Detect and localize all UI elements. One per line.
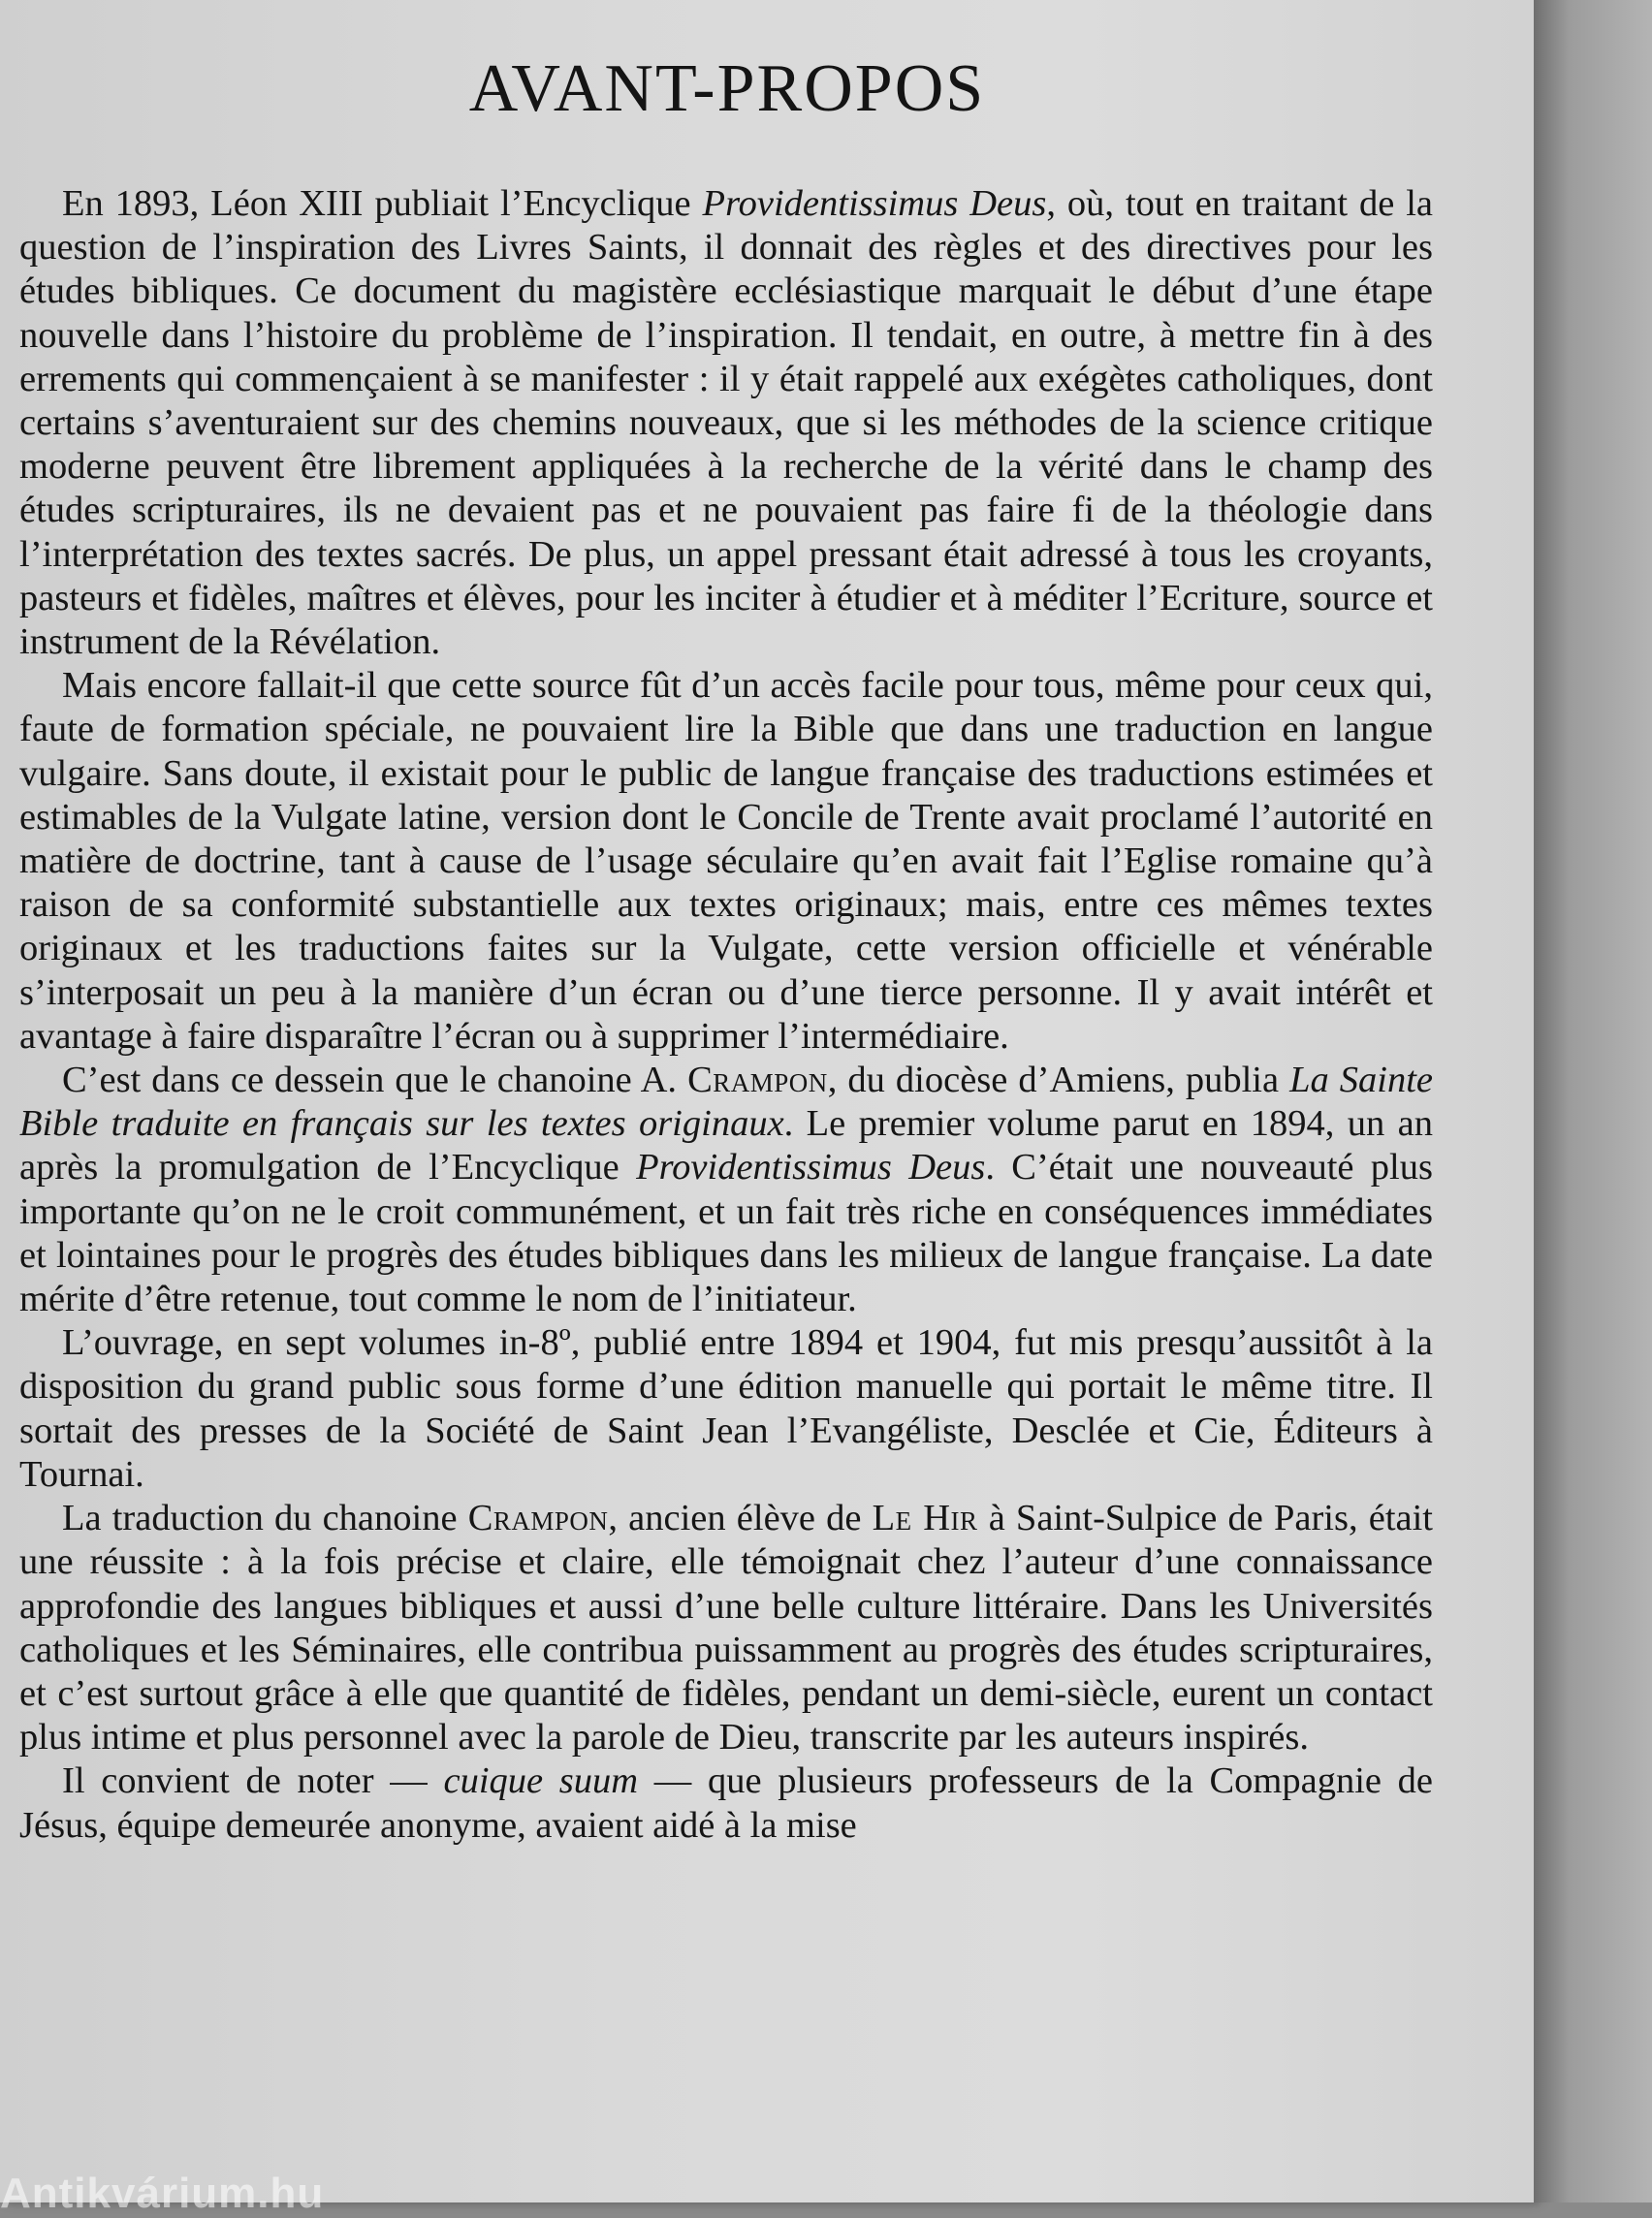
italic-run: Providentissimus Deus xyxy=(702,183,1047,224)
small-caps-name: Le Hir xyxy=(872,1498,978,1539)
paragraph-5 xyxy=(19,1497,1433,1759)
paragraph-4 xyxy=(19,1321,1433,1497)
text-run: . C’était une nouveauté plus importante qu’on ne le croit communément, et un fait très riche en conséquences immédiates et lointaines pour le progrès des études bibliques dans les milieux de langue française. La date mérite d’être retenue, tout comme le nom de l’initiateur. xyxy=(19,1147,1433,1320)
paragraph-2 xyxy=(19,664,1433,1059)
text-run: Mais encore fallait-il que cette source fût d’un accès facile pour tous, même pour ceux qui, faute de formation spéciale, ne pouvaient lire la Bible que dans une traduction en langue vulgaire. Sans doute, il existait pour le public de langue française des traductions estimées et estimables de la Vulgate latine, version dont le Concile de Trente avait proclamé l’autorité en matière de doctrine, tant à cause de l’usage séculaire qu’en avait fait l’Eglise romaine qu’à raison de sa conformité substantielle aux textes originaux; mais, entre ces mêmes textes originaux et les traductions faites sur la Vulgate, cette version officielle et vénérable s’interposait un peu à la manière d’un écran ou d’une tierce personne. Il y avait intérêt et avantage à faire disparaître l’écran ou à supprimer l’intermédiaire. xyxy=(19,665,1433,1057)
text-run: Il convient de noter — xyxy=(62,1760,444,1802)
paragraph-3 xyxy=(19,1059,1433,1321)
text-run: . Le premier volume parut en 1894, un an après la promulgation de l’Encyclique xyxy=(19,1103,1433,1188)
page-title: AVANT-PROPOS xyxy=(468,51,986,126)
text-run: L’ouvrage, en sept volumes in-8º, publié entre 1894 et 1904, fut mis presqu’aussitôt à la disposition du grand public sous forme d’une édition manuelle qui portait le même titre. Il sortait des presses de la Société de Saint Jean l’Evangéliste, Desclée et Cie, Éditeurs à Tournai. xyxy=(19,1322,1433,1495)
paragraph-6 xyxy=(19,1759,1433,1847)
italic-run: La Sainte Bible traduite en français sur les textes originaux xyxy=(19,1060,1433,1145)
text-run: C’est dans ce dessein que le chanoine A. xyxy=(62,1060,688,1101)
page-edge-shadow xyxy=(1534,0,1652,2202)
text-run: , du diocèse d’Amiens, publia xyxy=(827,1060,1290,1101)
watermark-text: Antikvárium.hu xyxy=(0,2170,325,2217)
text-run: à Saint-Sulpice de Paris, était une réussite : à la fois précise et claire, elle témoignait chez l’auteur d’une connaissance approfondie des langues bibliques et aussi d’une belle culture littéraire. Dans les Universités catholiques et les Séminaires, elle contribua puissamment au progrès des études scripturaires, et c’est surtout grâce à elle que quantité de fidèles, pendant un demi-siècle, eurent un contact plus intime et plus personnel avec la parole de Dieu, transcrite par les auteurs inspirés. xyxy=(19,1498,1433,1759)
text-run: En 1893, Léon XIII publiait l’Encyclique xyxy=(62,183,703,224)
text-run: , où, tout en traitant de la question de l’inspiration des Livres Saints, il donnait des règles et des directives pour les études bibliques. Ce document du magistère ecclésiastique marquait le début d’une étape nouvelle dans l’histoire du problème de l’inspiration. Il tendait, en outre, à mettre fin à des errements qui commençaient à se manifester : il y était rappelé aux exégètes catholiques, dont certains s’aventuraient sur des chemins nouveaux, que si les méthodes de la science critique moderne peuvent être librement appliquées à la recherche de la vérité dans le champ des études scripturaires, ils ne devaient pas et ne pouvaient pas faire fi de la théologie dans l’interprétation des textes sacrés. De plus, un appel pressant était adressé à tous les croyants, pasteurs et fidèles, maîtres et élèves, pour les inciter à étudier et à méditer l’Ecriture, source et instrument de la Révélation. xyxy=(19,183,1433,663)
italic-run: cuique suum xyxy=(443,1760,639,1802)
paragraph-1 xyxy=(19,182,1433,664)
text-run: La traduction du chanoine xyxy=(62,1498,468,1539)
small-caps-name: Crampon xyxy=(687,1060,828,1101)
small-caps-name: Crampon xyxy=(467,1498,609,1539)
text-run: , ancien élève de xyxy=(608,1498,873,1539)
text-run: — que plusieurs professeurs de la Compagnie de Jésus, équipe demeurée anonyme, avaient aidé à la mise xyxy=(19,1760,1434,1846)
italic-run: Providentissimus Deus xyxy=(636,1147,986,1188)
body-text xyxy=(19,182,1433,1848)
